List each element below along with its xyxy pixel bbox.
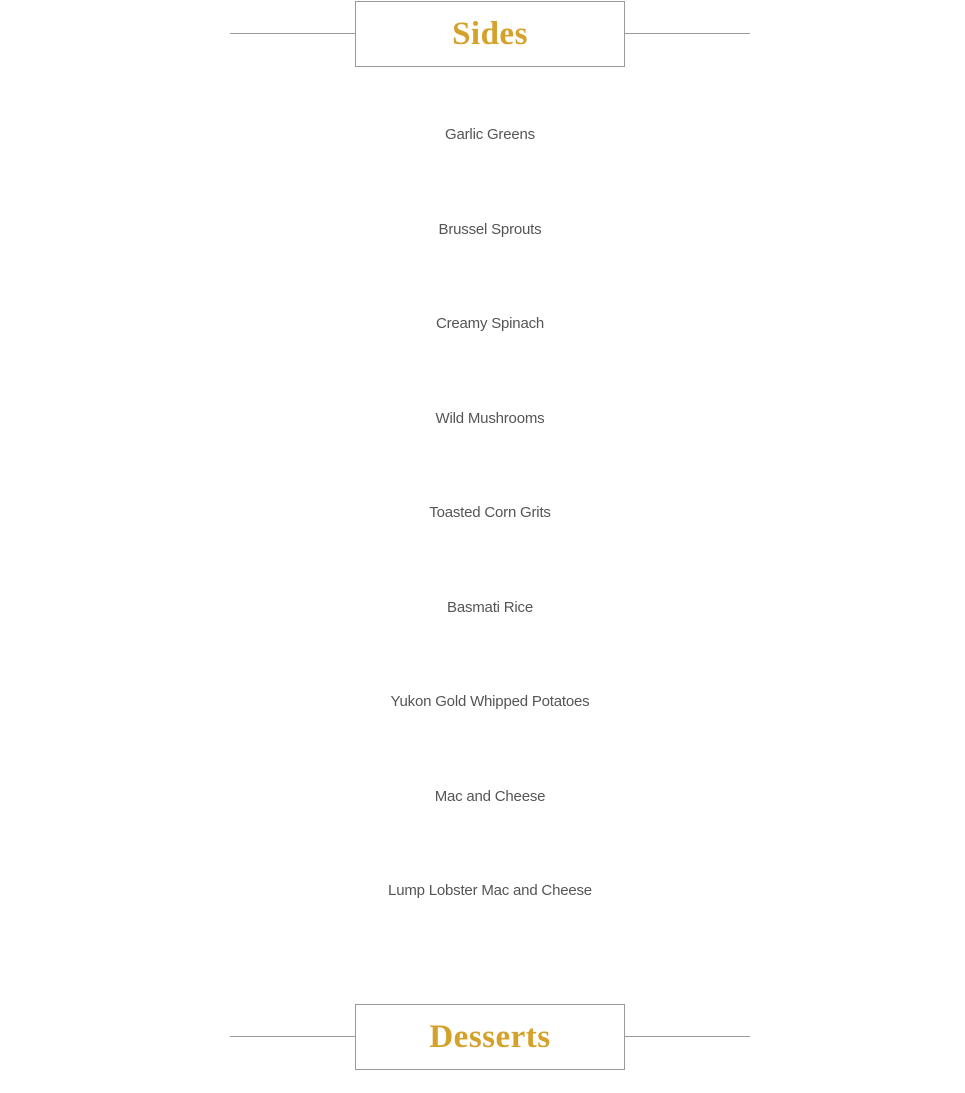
divider-line-left — [230, 33, 355, 34]
menu-item-yukon-gold-whipped-potatoes: Yukon Gold Whipped Potatoes — [390, 693, 590, 710]
desserts-section-header — [230, 1004, 750, 1070]
sides-menu-list — [0, 110, 965, 961]
menu-item-toasted-corn-grits: Toasted Corn Grits — [429, 504, 551, 521]
menu-item-wild-mushrooms: Wild Mushrooms — [435, 409, 545, 427]
section-title-box — [355, 1004, 625, 1070]
menu-item-brussel-sprouts: Brussel Sprouts — [438, 220, 542, 238]
sides-section-header — [230, 1, 750, 67]
divider-line-right — [625, 33, 750, 34]
menu-item-creamy-spinach: Creamy Spinach — [435, 315, 545, 332]
section-title-box — [355, 1, 625, 67]
divider-line-right — [625, 1036, 750, 1037]
sides-title: Sides — [452, 15, 528, 52]
menu-item-lump-lobster-mac-and-cheese: Lump Lobster Mac and Cheese — [388, 882, 592, 899]
divider-line-left — [230, 1036, 355, 1037]
menu-item-mac-and-cheese: Mac and Cheese — [434, 787, 546, 805]
menu-item-basmati-rice: Basmati Rice — [447, 598, 533, 616]
desserts-title: Desserts — [429, 1018, 551, 1055]
menu-item-garlic-greens: Garlic Greens — [445, 126, 535, 143]
